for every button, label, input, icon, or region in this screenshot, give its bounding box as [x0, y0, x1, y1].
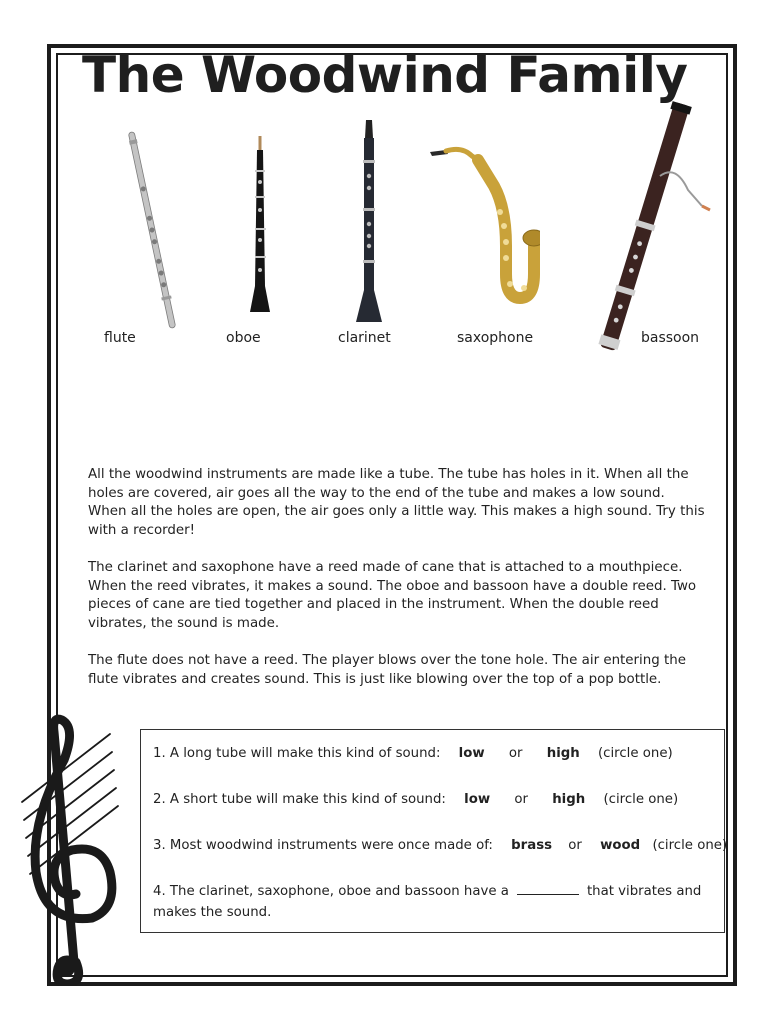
option-high-1[interactable]: high	[546, 746, 580, 761]
question-2-text: 2. A short tube will make this kind of sound:	[153, 792, 446, 807]
paragraph-tube: All the woodwind instruments are made like a tube. The tube has holes in it. When all the holes are covered, air goes all the way to the end of the tube and makes a low sound. When all the holes are open, the air goes only a little way. This makes a high sound. Try this with a recorder!	[88, 467, 705, 538]
paragraph-reed: The clarinet and saxophone have a reed made of cane that is attached to a mouthpiece. When the reed vibrates, it makes a sound. The oboe and bassoon have a double reed. Two pieces of cane are tied together and placed in the instrument. When the double reed vibrates, the sound is made.	[88, 560, 697, 631]
instrument-label-clarinet: clarinet	[338, 330, 391, 346]
option-low-2[interactable]: low	[464, 792, 491, 807]
paragraph-flute: The flute does not have a reed. The player blows over the tone hole. The air entering the flute vibrates and creates sound. This is just like blowing over the top of a pop bottle.	[88, 653, 686, 687]
or-text: or	[514, 792, 528, 807]
questions-box	[140, 729, 728, 933]
question-4	[153, 881, 713, 923]
option-low-1[interactable]: low	[458, 746, 485, 761]
option-high-2[interactable]: high	[552, 792, 586, 807]
option-brass[interactable]: brass	[511, 838, 553, 853]
page-title: The Woodwind Family	[82, 46, 688, 104]
option-wood[interactable]: wood	[600, 838, 641, 853]
circle-one-note: (circle one)	[652, 838, 728, 853]
or-text: or	[568, 838, 582, 853]
question-2	[153, 789, 678, 810]
question-1	[153, 743, 673, 764]
instrument-label-bassoon: bassoon	[641, 330, 700, 346]
circle-one-note: (circle one)	[597, 746, 673, 761]
bassoon-image	[588, 94, 718, 364]
question-4-text-after: that vibrates and makes the sound.	[153, 884, 702, 920]
clarinet-image	[352, 120, 386, 324]
circle-one-note: (circle one)	[603, 792, 679, 807]
instrument-label-saxophone: saxophone	[457, 330, 534, 346]
saxophone-image	[428, 146, 540, 308]
or-text: or	[508, 746, 523, 761]
question-1-text: 1. A long tube will make this kind of sound:	[153, 746, 441, 761]
question-4-text-before: 4. The clarinet, saxophone, oboe and bassoon have a	[153, 884, 509, 899]
instrument-label-oboe: oboe	[226, 330, 261, 346]
instrument-label-flute: flute	[104, 330, 136, 346]
treble-clef-icon	[14, 712, 132, 986]
answer-blank[interactable]	[517, 882, 579, 895]
oboe-image	[244, 136, 276, 314]
question-3-text: 3. Most woodwind instruments were once made of:	[153, 838, 493, 853]
question-3	[153, 835, 727, 856]
flute-image	[128, 128, 176, 332]
